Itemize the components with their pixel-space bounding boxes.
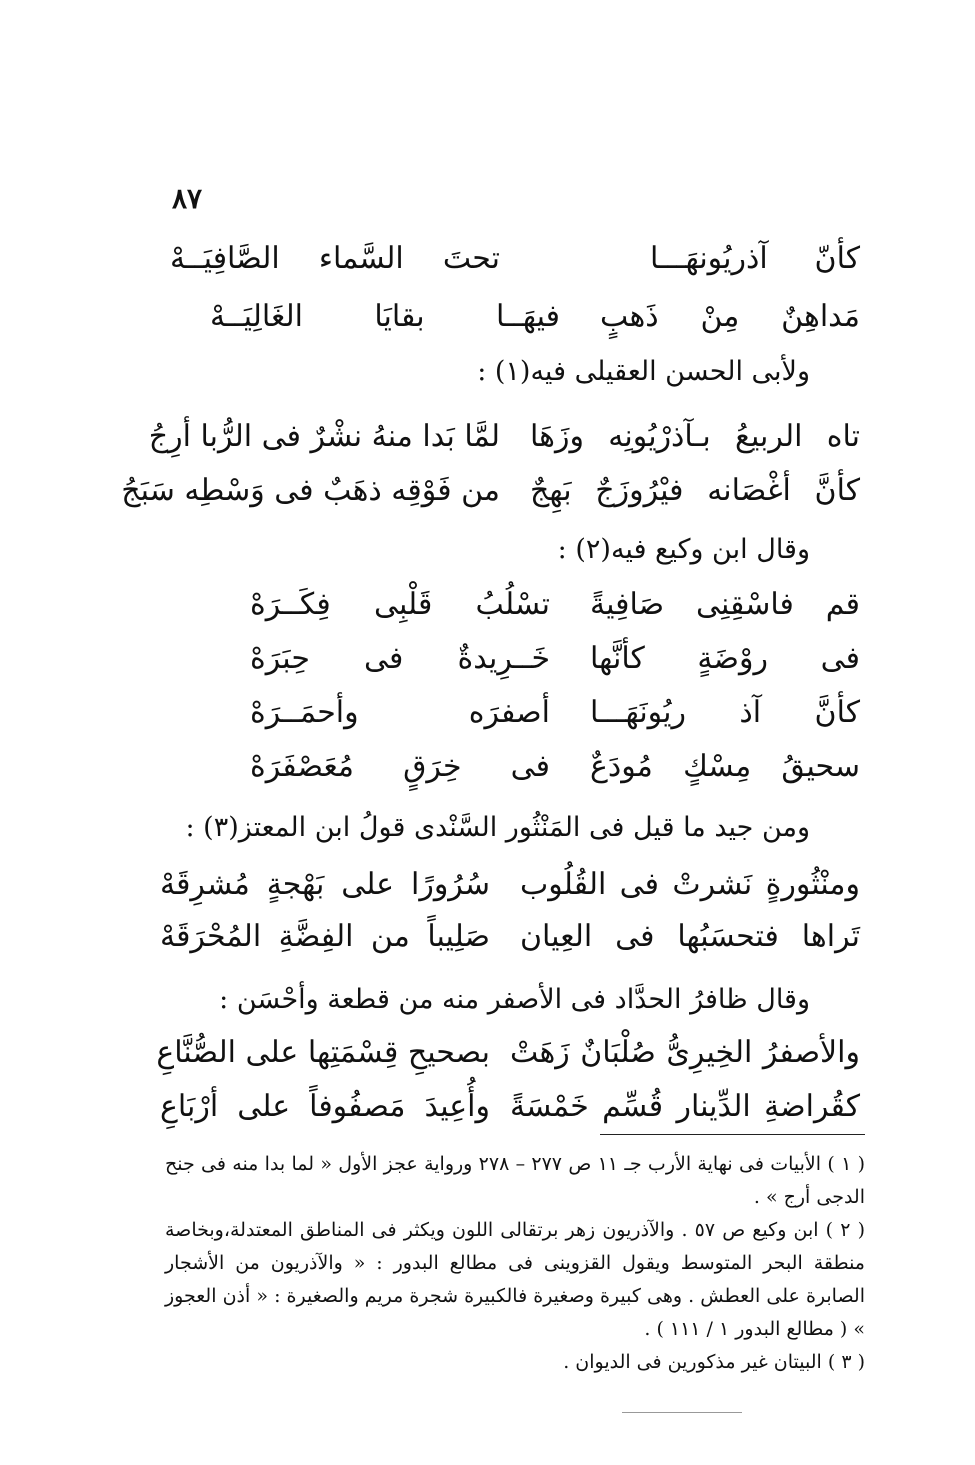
verse-line [160, 908, 860, 964]
first-hemistich: فى روْضَةٍ كأنَّها [590, 640, 860, 676]
second-hemistich: صَلِيباً من الفِضَّةِ المُحْرَقَهْ [160, 918, 490, 954]
footnote-1: ( ١ ) الأبيات فى نهاية الأرب جـ ١١ ص ٢٧٧ – ٢٧٨ ورواية عجز الأول « لما بدا منه فى جنح الدجى أرج » . [165, 1153, 865, 1208]
first-hemistich: كأنَّ أغْصَانه فيْرُوزَجٌ بَهِجٌ [530, 472, 860, 508]
first-hemistich: كأنّ آذريُونهَـــا [650, 240, 860, 276]
second-hemistich: وأُعِيدَ مَصفُوفاً على أرْبَاعِ [160, 1088, 490, 1124]
verse-line [156, 1024, 860, 1080]
bottom-mark [622, 1412, 742, 1413]
verse-introduction: ومن جيد ما قيل فى المَنْثُور السَّنْدى قولُ ابن المعتز(٣) : [185, 812, 810, 843]
first-hemistich: كأنَّ آذ ريُونَهَـــا [590, 694, 860, 730]
verse-introduction: وقال ظافرُ الحدَّاد فى الأصفر منه من قطعة وأحْسَن : [219, 984, 810, 1015]
first-hemistich: والأصفرُ الخِيرِىُّ صُلْبَانٌ زَهَتْ [510, 1034, 860, 1070]
second-hemistich: أصفرَه وأحمَــرَهْ [250, 694, 550, 730]
verse-line [160, 684, 860, 740]
first-hemistich: تاه الربيعُ بـآذرْيُونِه وزَهَا [530, 418, 860, 454]
footnote-3: ( ٣ ) البيتان غير مذكورين فى الديوان . [563, 1351, 865, 1373]
first-hemistich: مَداهِنٌ مِنْ ذَهبٍ [600, 298, 860, 334]
verse-line [160, 630, 860, 686]
page-number: ٨٧ [172, 182, 203, 215]
second-hemistich: سُرُورًا على بَهْجةٍ مُشرِقَهْ [160, 866, 490, 902]
first-hemistich: قم فاسْقِنِى صَافِيةً [590, 586, 860, 622]
first-hemistich: سحيقُ مِسْكٍ مُودَعٌ [590, 748, 860, 784]
footnote-2: ( ٢ ) ابن وكيع ص ٥٧ . والآذريون زهر برتقالى اللون ويكثر فى المناطق المعتدلة،وبخاصة منطقة البحر المتوسط ويقول القزوينى فى مطالع البدور : « والآذريون من الأشجار الصابرة على العطش . وهى كبيرة وصغيرة فالكبيرة شجرة مريم والصغيرة : « أذن العجوز » ( مطالع البدور ١ / ١١١ ) . [165, 1219, 866, 1340]
footnote-separator [600, 1134, 865, 1135]
second-hemistich: تسْلُبُ قَلْبِى فِكَــرَهْ [250, 586, 550, 622]
verse-line [160, 288, 860, 344]
first-hemistich: ومنْثُورةٍ نَشرتْ فى القُلُوب [520, 866, 860, 902]
first-hemistich: كقُراضةِ الدِّينار قُسِّم خَمْسَةً [510, 1088, 860, 1124]
verse-line [160, 738, 860, 794]
second-hemistich: من فَوْقِه ذهَبٌ فى وَسْطِه سَبَجُ [121, 472, 500, 508]
verse-line [160, 230, 860, 286]
verse-line [160, 576, 860, 632]
first-hemistich: تَراها فتحسَبُها فى العِيان [520, 918, 860, 954]
second-hemistich: فى خِرَقٍ مُعَصْفَرَهْ [250, 748, 550, 784]
second-hemistich: تحتَ السَّماء الصَّافِيَــهْ [170, 240, 500, 276]
second-hemistich: لمَّا بَدا منهُ نشْرٌ فى الرُّبا أرِجُ [148, 418, 500, 454]
verse-line [148, 408, 860, 464]
verse-introduction: وقال ابن وكيع فيه(٢) : [557, 534, 810, 565]
second-hemistich: فيهَــا بقايَا الغَالِيَــهْ [210, 298, 560, 334]
second-hemistich: خَــرِيدةٌ فى حِبَرَهْ [250, 640, 550, 676]
verse-line [160, 1078, 860, 1134]
verse-line [160, 856, 860, 912]
verse-introduction: ولأبى الحسن العقيلى فيه(١) : [477, 356, 810, 387]
footnotes [165, 1148, 865, 1379]
verse-line [121, 462, 860, 518]
second-hemistich: بصحيحِ قِسْمَتِها على الصُّنَّاعِ [156, 1034, 490, 1070]
